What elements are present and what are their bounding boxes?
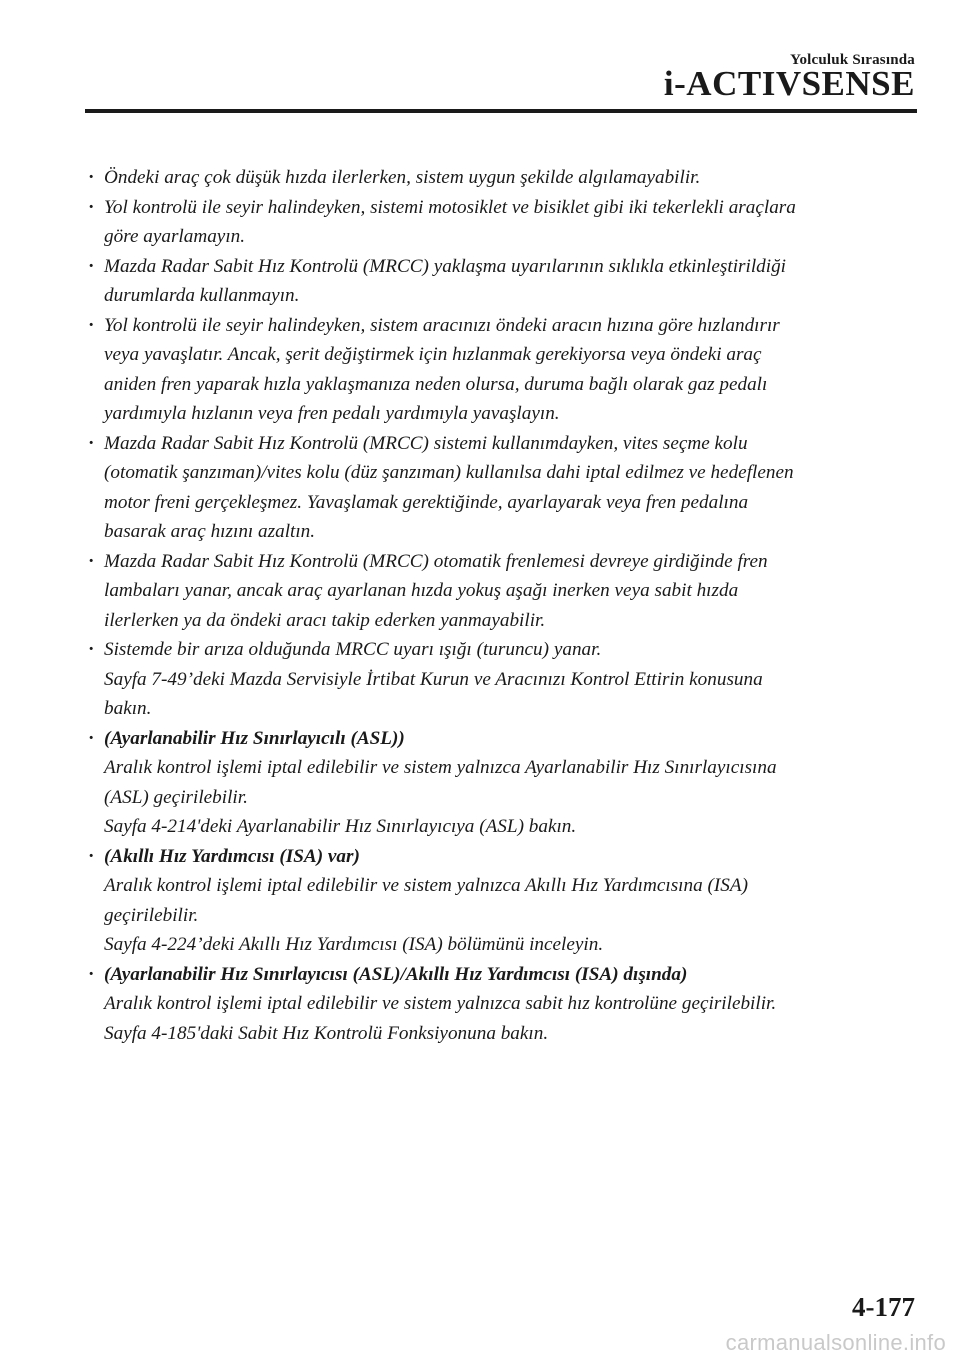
bullet-text-line: Mazda Radar Sabit Hız Kontrolü (MRCC) yaklaşma uyarılarının sıklıkla etkinleştirildiği bbox=[104, 255, 787, 277]
bullet-text-line: Aralık kontrol işlemi iptal edilebilir ve sistem yalnızca sabit hız kontrolüne geçirilebilir. bbox=[104, 993, 777, 1014]
bullet-heading: (Ayarlanabilir Hız Sınırlayıcılı (ASL)) bbox=[104, 727, 405, 749]
bullet-item bbox=[88, 311, 918, 429]
bullet-text-line: Sayfa 4-185'daki Sabit Hız Kontrolü Fonksiyonuna bakın. bbox=[104, 1022, 549, 1044]
bullet-text-line: Yol kontrolü ile seyir halindeyken, sistem aracınızı öndeki aracın hızına göre hızlandırır bbox=[104, 314, 780, 336]
bullet-text-line: basarak araç hızını azaltın. bbox=[104, 521, 316, 542]
bullet-text-line: geçirilebilir. bbox=[104, 904, 199, 926]
bullet-text-line: Sayfa 7-49’deki Mazda Servisiyle İrtibat Kurun ve Aracınızı Kontrol Ettirin konusuna bbox=[104, 668, 763, 690]
bullet-dot-icon: · bbox=[88, 255, 95, 277]
bullet-item bbox=[88, 429, 918, 547]
bullet-item bbox=[88, 193, 918, 252]
bullet-dot-icon: · bbox=[88, 845, 95, 867]
bullet-dot-icon: · bbox=[88, 167, 95, 188]
bullet-dot-icon: · bbox=[88, 727, 95, 749]
bullet-text-line: yardımıyla hızlanın veya fren pedalı yardımıyla yavaşlayın. bbox=[104, 403, 560, 424]
bullet-text-line: bakın. bbox=[104, 698, 152, 719]
bullet-text-line: durumlarda kullanmayın. bbox=[104, 285, 300, 306]
bullet-item bbox=[88, 724, 918, 842]
bullet-heading: (Akıllı Hız Yardımcısı (ISA) var) bbox=[104, 845, 360, 867]
bullet-item bbox=[88, 163, 918, 193]
bullet-text-line: Aralık kontrol işlemi iptal edilebilir ve sistem yalnızca Ayarlanabilir Hız Sınırlayıcısına bbox=[104, 757, 777, 778]
chapter-title: i-ACTIVSENSE bbox=[663, 64, 915, 103]
bullet-dot-icon: · bbox=[88, 639, 95, 660]
bullet-text-line: Sayfa 4-214'deki Ayarlanabilir Hız Sınırlayıcıya (ASL) bakın. bbox=[104, 816, 577, 837]
bullet-text-line: (otomatik şanzıman)/vites kolu (düz şanzıman) kullanılsa dahi iptal edilmez ve hedeflenen bbox=[104, 462, 794, 483]
bullet-text-line: Öndeki araç çok düşük hızda ilerlerken, sistem uygun şekilde algılamayabilir. bbox=[104, 167, 701, 188]
warning-list bbox=[88, 163, 918, 1048]
bullet-text-line: lambaları yanar, ancak araç ayarlanan hızda yokuş aşağı inerken veya sabit hızda bbox=[104, 580, 739, 601]
watermark-text: carmanualsonline.info bbox=[725, 1330, 946, 1355]
bullet-text-line: Yol kontrolü ile seyir halindeyken, sistemi motosiklet ve bisiklet gibi iki tekerlekli araçlara bbox=[104, 196, 796, 218]
bullet-item bbox=[88, 842, 918, 960]
bullet-text-line: göre ayarlamayın. bbox=[104, 226, 246, 247]
bullet-dot-icon: · bbox=[88, 432, 95, 454]
bullet-text-line: motor freni gerçekleşmez. Yavaşlamak gerektiğinde, ayarlayarak veya fren pedalına bbox=[104, 491, 749, 513]
bullet-heading: (Ayarlanabilir Hız Sınırlayıcısı (ASL)/Akıllı Hız Yardımcısı (ISA) dışında) bbox=[104, 963, 688, 985]
bullet-text-line: (ASL) geçirilebilir. bbox=[104, 786, 248, 808]
bullet-text-line: veya yavaşlatır. Ancak, şerit değiştirmek için hızlanmak gerekiyorsa veya öndeki araç bbox=[104, 344, 762, 365]
bullet-text-line: aniden fren yaparak hızla yaklaşmanıza neden olursa, duruma bağlı olarak gaz pedalı bbox=[104, 373, 768, 395]
bullet-dot-icon: · bbox=[88, 550, 95, 572]
bullet-item bbox=[88, 635, 918, 724]
bullet-text-line: Sistemde bir arıza olduğunda MRCC uyarı ışığı (turuncu) yanar. bbox=[104, 639, 602, 660]
bullet-dot-icon: · bbox=[88, 963, 95, 985]
bullet-text-line: Mazda Radar Sabit Hız Kontrolü (MRCC) otomatik frenlemesi devreye girdiğinde fren bbox=[104, 550, 768, 572]
header-divider bbox=[85, 109, 917, 113]
bullet-item bbox=[88, 960, 918, 1049]
bullet-text-line: ilerlerken ya da öndeki aracı takip ederken yanmayabilir. bbox=[104, 609, 546, 631]
bullet-item bbox=[88, 547, 918, 636]
bullet-dot-icon: · bbox=[88, 314, 95, 336]
page-number: 4-177 bbox=[852, 1292, 915, 1322]
bullet-dot-icon: · bbox=[88, 196, 95, 218]
bullet-item bbox=[88, 252, 918, 311]
bullet-text-line: Mazda Radar Sabit Hız Kontrolü (MRCC) sistemi kullanımdayken, vites seçme kolu bbox=[104, 432, 748, 454]
bullet-text-line: Sayfa 4-224’deki Akıllı Hız Yardımcısı (ISA) bölümünü inceleyin. bbox=[104, 934, 604, 955]
bullet-text-line: Aralık kontrol işlemi iptal edilebilir ve sistem yalnızca Akıllı Hız Yardımcısına (ISA) bbox=[104, 875, 748, 896]
section-title: Yolculuk Sırasında bbox=[790, 52, 915, 68]
